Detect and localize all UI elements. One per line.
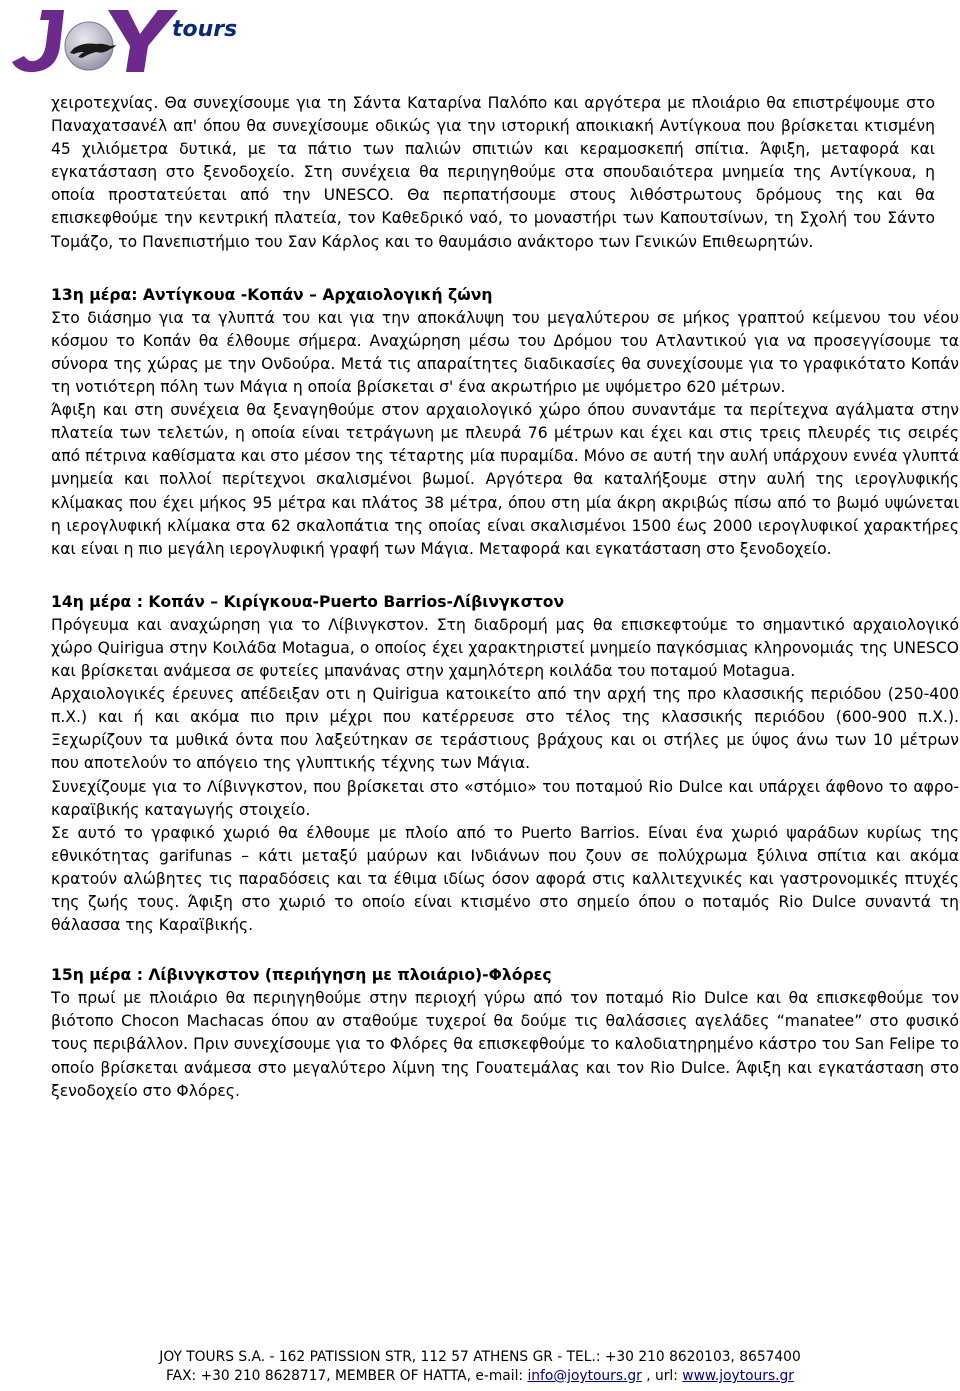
day-14-paragraph-4: Σε αυτό το γραφικό χωριό θα έλθουμε με πλοίο από το Puerto Barrios. Είναι ένα χωριό ψαράδων κυρίως της εθνικότητας garifunas – κάτι μεταξύ μαύρων και Ινδιάνων που ζουν σε πολύχρωμα ξύλινα σπίτια και ακόμα κρατούν αλώβητες τις παραδόσεις και τα έθιμα ιδίως όσον αφορά στις καλλιτεχνικές και γαστρονομικές πτυχές της ζωής τους. Άφιξη στο χωριό το οποίο είναι κτισμένο στο σημείο όπου ο ποταμός Rio Dulce συναντά τη θάλασσα της Καραϊβικής. xyxy=(51,823,959,935)
day-15-heading: 15η μέρα : Λίβινγκστον (περιήγηση με πλοιάριο)-Φλόρες xyxy=(51,966,552,985)
intro-paragraph: χειροτεχνίας. Θα συνεχίσουμε για τη Σάντα Καταρίνα Παλόπο και αργότερα με πλοιάριο θα επιστρέψουμε στο Παναχατσανέλ απ' όπου θα συνεχίσουμε οδικώς για την ιστορική αποικιακή Αντίγκουα που βρίσκεται κτισμένη 45 χιλιόμετρα δυτικά, με τα πάτιο των παλιών σπιτιών και κεραμοσκεπή σπίτια. Άφιξη, μεταφορά και εγκατάσταση στο ξενοδοχείο. Στη συνέχεια θα περιηγηθούμε στα σπουδαιότερα μνημεία της Αντίγκουα, η οποία προστατεύεται από την UNESCO. Θα περπατήσουμε στους λιθόστρωτους δρόμους της και θα επισκεφθούμε την κεντρική πλατεία, τον Καθεδρικό ναό, το μοναστήρι των Καπουτσίνων, τη Σχολή του Σάντο Τομάζο, το Πανεπιστήμιο του Σαν Κάρλος και το θαυμάσιο ανάκτορο των Γενικών Επιθεωρητών. xyxy=(51,94,935,251)
day-13-heading: 13η μέρα: Αντίγκουα -Κοπάν – Αρχαιολογική ζώνη xyxy=(51,285,493,304)
joytours-logo-graphic xyxy=(4,2,264,82)
footer-url-label: , url: xyxy=(641,1368,683,1384)
day-14-paragraph-3: Συνεχίζουμε για το Λίβινγκστον, που βρίσκεται στο «στόμιο» του ποταμού Rio Dulce και υπάρχει άφθονο το αφρο-καραϊβικής καταγωγής στοιχείο. xyxy=(51,777,959,819)
day-14-heading: 14η μέρα : Κοπάν – Κιρίγκουα-Puerto Barrios-Λίβινγκστον xyxy=(51,592,565,611)
joytours-logo xyxy=(4,2,264,82)
logo-tours-text: tours xyxy=(172,17,238,42)
footer-fax-text: FAX: +30 210 8628717, MEMBER OF HATTA, e-mail: xyxy=(166,1368,528,1384)
day-14-paragraph-2: Αρχαιολογικές έρευνες απέδειξαν οτι η Quirigua κατοικείτο από την αρχή της προ κλασσικής περιόδου (250-400 π.Χ.) και ή και ακόμα πιο πριν μέχρι που κατέρρευσε στο τέλος της κλασσικής περιόδου (600-900 π.Χ.). Ξεχωρίζουν τα μυθικά όντα που λαξεύτηκαν σε τεράστιους βράχους και οι στήλες με ύψος άνω των 10 μέτρων που αποτελούν το απόγειο της γλυπτικής τέχνης των Μάγια. xyxy=(51,685,959,773)
footer-address-line: JOY TOURS S.A. - 162 PATISSION STR, 112 57 ATHENS GR - TEL.: +30 210 8620103, 8657400 xyxy=(159,1349,801,1365)
day-14-section xyxy=(51,591,959,937)
day-14-paragraph-1: Πρόγευμα και αναχώρηση για το Λίβινγκστον. Στη διαδρομή μας θα επισκεφτούμε το σημαντικό αρχαιολογικό χώρο Quirigua στην Κοιλάδα Motagua, ο οποίος έχει χαρακτηριστεί μνημείο παγκόσμιας κληρονομιάς της UNESCO και βρίσκεται ανάμεσα σε φυτείες μπανάνας στην χαμηλότερη κοιλάδα του ποταμού Motagua. xyxy=(51,615,959,681)
day-13-paragraph-1: Στο διάσημο για τα γλυπτά του και για την αποκάλυψη του μεγαλύτερου σε μήκος γραπτού κείμενου του νέου κόσμου το Κοπάν θα έλθουμε σήμερα. Αναχώρηση μέσω του Δρόμου του Ατλαντικού για να προσεγγίσουμε τα σύνορα της χώρας με την Ονδούρα. Μετά τις απαραίτητες διαδικασίες θα συνεχίσουμε για το γραφικότατο Κοπάν τη νοτιότερη πόλη των Μάγια η οποία βρίσκεται σ' ένα ακρωτήριο με υψόμετρο 620 μέτρων. xyxy=(51,308,959,397)
day-13-paragraph-2: Άφιξη και στη συνέχεια θα ξεναγηθούμε στον αρχαιολογικό χώρο όπου συναντάμε τα περίτεχνα αγάλματα στην πλατεία των τελετών, η οποία είναι τετράγωνη με πλευρά 76 μέτρων και έχει και στις τρεις πλευρές τις σειρές από πέτρινα καθίσματα και στο μέσον της τέταρτης μία πυραμίδα. Μόνο σε αυτή την αυλή υπάρχουν εννέα γλυπτά μνημεία και πολλοί περίτεχνοι σκαλισμένοι βωμοί. Αργότερα θα καταλήξουμε στην αυλή της ιερογλυφικής κλίμακας που έχει μήκος 95 μέτρα και πλάτος 38 μέτρα, όπου στη μία άκρη ακριβώς πίσω από το βωμό υψώνεται η ιερογλυφική κλίμακα στα 62 σκαλοπάτια της οποίας είναι σκαλισμένοι 1500 έως 2000 ιερογλυφικοί χαρακτήρες και είναι η πιο μεγάλη ιερογλυφική γραφή των Μάγια. Μεταφορά και εγκατάσταση στο ξενοδοχείο. xyxy=(51,401,959,558)
day-15-section xyxy=(51,964,959,1103)
document-body xyxy=(51,92,959,1103)
footer-email-link[interactable]: info@joytours.gr xyxy=(527,1368,642,1384)
day-13-section xyxy=(51,284,959,561)
day-15-paragraph-1: Το πρωί με πλοιάριο θα περιηγηθούμε στην περιοχή γύρω από τον ποταμό Rio Dulce και θα επισκεφθούμε τον βιότοπο Chocon Machacas όπου αν σταθούμε τυχεροί θα δούμε τις θαλάσσιες αγελάδες “manatee” στο φυσικό τους περιβάλλον. Πριν συνεχίσουμε για το Φλόρες θα επισκεφθούμε το καλοδιατηρημένο κάστρο του San Felipe το οποίο βρίσκεται ανάμεσα στο μεγαλύτερο λίμνη της Γουατεμάλας και τον Rio Dulce. Άφιξη και εγκατάσταση στο ξενοδοχείο στο Φλόρες. xyxy=(51,989,959,1100)
footer-url-link[interactable]: www.joytours.gr xyxy=(682,1368,794,1384)
footer-contact-line xyxy=(0,1367,960,1385)
